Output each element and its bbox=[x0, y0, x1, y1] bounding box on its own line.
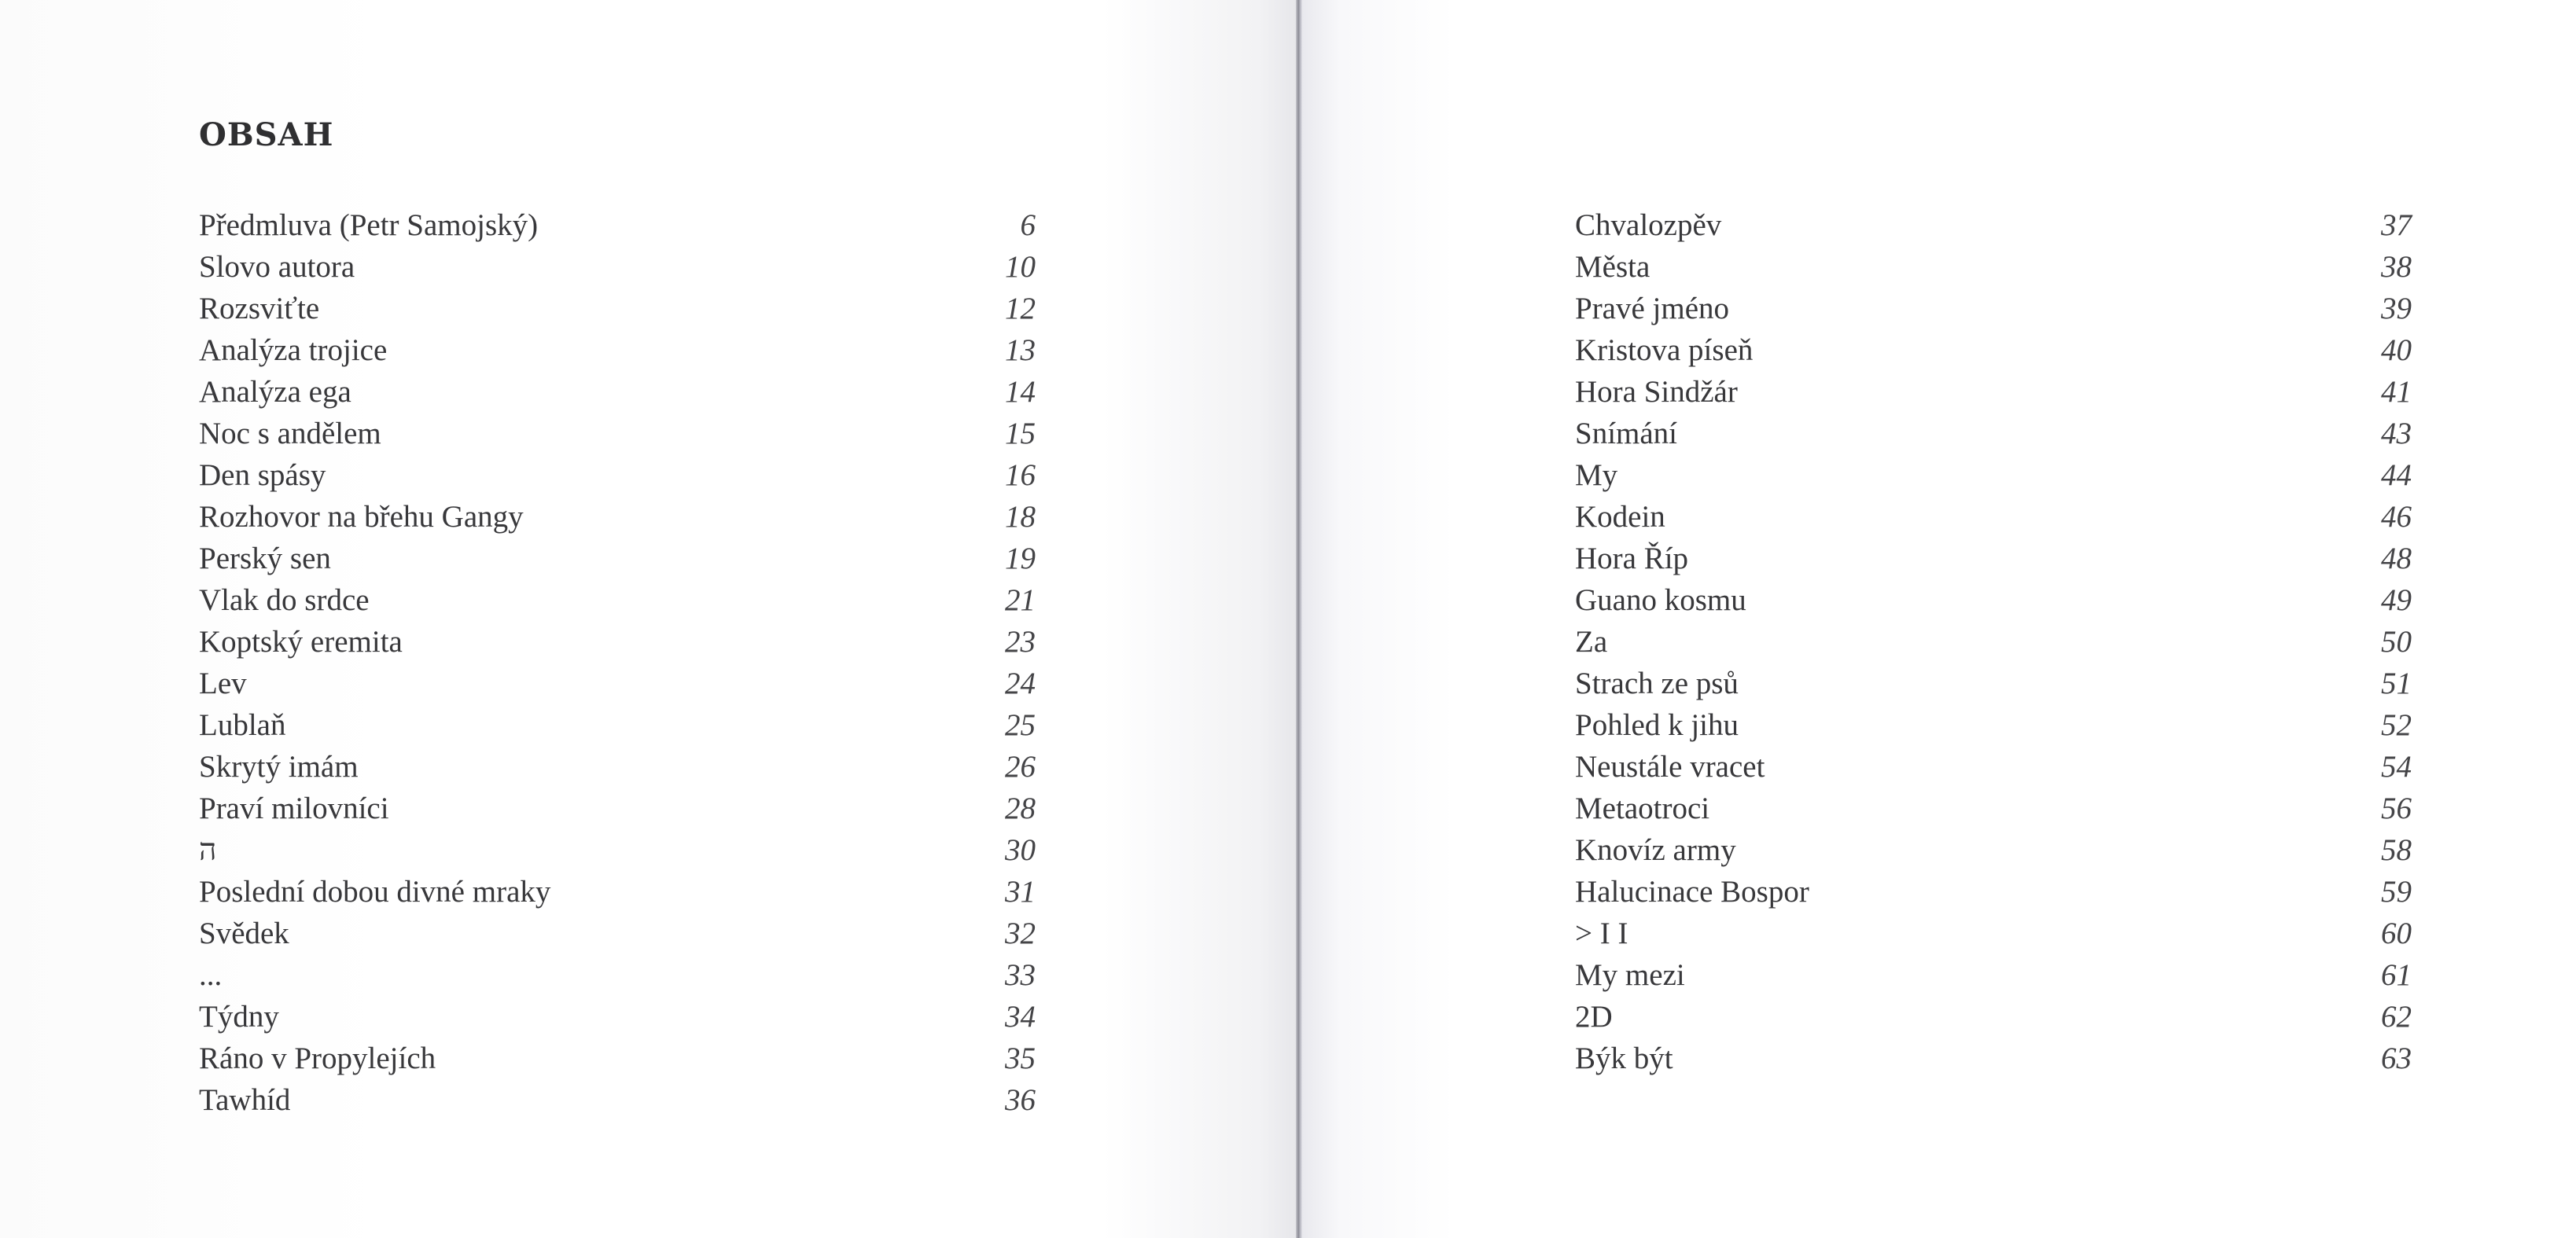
toc-entry bbox=[1575, 454, 2412, 496]
toc-entry-title: Noc s andělem bbox=[199, 417, 381, 450]
toc-entry bbox=[199, 413, 1036, 454]
toc-entry-page-number: 50 bbox=[2381, 625, 2412, 659]
toc-entry-page-number: 19 bbox=[1005, 542, 1036, 575]
toc-entry-title: Pohled k jihu bbox=[1575, 708, 1739, 742]
toc-entry-title: ה bbox=[199, 833, 217, 867]
toc-entry-page-number: 33 bbox=[1005, 958, 1036, 992]
toc-entry-page-number: 58 bbox=[2381, 833, 2412, 867]
toc-entry bbox=[1575, 579, 2412, 621]
toc-entry-page-number: 21 bbox=[1005, 583, 1036, 617]
toc-entry-page-number: 37 bbox=[2381, 208, 2412, 242]
toc-entry-title: Předmluva (Petr Samojský) bbox=[199, 208, 539, 242]
toc-entry-title: Poslední dobou divné mraky bbox=[199, 875, 551, 909]
toc-entry-title: Halucinace Bospor bbox=[1575, 875, 1809, 909]
toc-entry-page-number: 38 bbox=[2381, 250, 2412, 284]
toc-entry-title: Chvalozpěv bbox=[1575, 208, 1722, 242]
toc-entry bbox=[1575, 871, 2412, 913]
toc-entry bbox=[1575, 829, 2412, 871]
toc-entry bbox=[1575, 413, 2412, 454]
toc-entry-page-number: 10 bbox=[1005, 250, 1036, 284]
toc-entry-page-number: 48 bbox=[2381, 542, 2412, 575]
toc-entry bbox=[199, 246, 1036, 288]
toc-entry-page-number: 36 bbox=[1005, 1083, 1036, 1117]
toc-entry bbox=[199, 704, 1036, 746]
toc-entry-page-number: 40 bbox=[2381, 333, 2412, 367]
toc-entry-title: Den spásy bbox=[199, 458, 326, 492]
toc-entry-title: Města bbox=[1575, 250, 1650, 284]
toc-entry bbox=[199, 204, 1036, 246]
toc-entry-title: ... bbox=[199, 958, 223, 992]
toc-entry-title: My mezi bbox=[1575, 958, 1685, 992]
toc-entry bbox=[1575, 1038, 2412, 1079]
toc-entry bbox=[1575, 746, 2412, 788]
toc-entry-page-number: 44 bbox=[2381, 458, 2412, 492]
toc-entry-page-number: 14 bbox=[1005, 375, 1036, 409]
toc-entry bbox=[1575, 246, 2412, 288]
toc-entry-title: Svědek bbox=[199, 917, 289, 950]
toc-entry bbox=[199, 579, 1036, 621]
toc-entry-title: Snímání bbox=[1575, 417, 1678, 450]
toc-entry-title: Pravé jméno bbox=[1575, 292, 1730, 325]
toc-entry bbox=[1575, 371, 2412, 413]
toc-entry-page-number: 24 bbox=[1005, 667, 1036, 700]
toc-entry bbox=[1575, 329, 2412, 371]
toc-entry bbox=[1575, 538, 2412, 579]
toc-entry bbox=[199, 621, 1036, 663]
toc-entry bbox=[1575, 663, 2412, 704]
toc-entry-title: Guano kosmu bbox=[1575, 583, 1746, 617]
toc-entry bbox=[199, 663, 1036, 704]
toc-entry-title: Kristova píseň bbox=[1575, 333, 1754, 367]
toc-entry-page-number: 18 bbox=[1005, 500, 1036, 534]
toc-entry-title: Rozsviťte bbox=[199, 292, 320, 325]
toc-entry bbox=[199, 996, 1036, 1038]
toc-entry-title: Metaotroci bbox=[1575, 792, 1710, 825]
toc-entry bbox=[1575, 788, 2412, 829]
toc-entry bbox=[199, 913, 1036, 954]
toc-entry-title: Ráno v Propylejích bbox=[199, 1041, 436, 1075]
toc-entry-page-number: 62 bbox=[2381, 1000, 2412, 1034]
toc-entry-page-number: 54 bbox=[2381, 750, 2412, 784]
toc-entry-page-number: 56 bbox=[2381, 792, 2412, 825]
toc-entry bbox=[199, 454, 1036, 496]
toc-entry-page-number: 16 bbox=[1005, 458, 1036, 492]
toc-entry-title: Perský sen bbox=[199, 542, 331, 575]
toc-entry-title: My bbox=[1575, 458, 1618, 492]
contents-list-right bbox=[1575, 204, 2412, 1079]
toc-entry-title: 2D bbox=[1575, 1000, 1613, 1034]
toc-entry bbox=[1575, 621, 2412, 663]
toc-entry-page-number: 28 bbox=[1005, 792, 1036, 825]
toc-entry-title: Tawhíd bbox=[199, 1083, 291, 1117]
toc-entry-title: Koptský eremita bbox=[199, 625, 403, 659]
toc-entry bbox=[1575, 288, 2412, 329]
toc-entry-page-number: 15 bbox=[1005, 417, 1036, 450]
book-gutter bbox=[1296, 0, 1302, 1238]
toc-entry-title: Lublaň bbox=[199, 708, 286, 742]
toc-entry bbox=[199, 1038, 1036, 1079]
toc-entry-page-number: 59 bbox=[2381, 875, 2412, 909]
toc-entry-page-number: 13 bbox=[1005, 333, 1036, 367]
toc-entry-page-number: 60 bbox=[2381, 917, 2412, 950]
toc-entry-title: Analýza ega bbox=[199, 375, 351, 409]
toc-entry-page-number: 63 bbox=[2381, 1041, 2412, 1075]
toc-entry-title: Analýza trojice bbox=[199, 333, 388, 367]
toc-entry bbox=[1575, 704, 2412, 746]
toc-entry-title: Kodein bbox=[1575, 500, 1665, 534]
toc-entry-page-number: 39 bbox=[2381, 292, 2412, 325]
toc-entry-page-number: 61 bbox=[2381, 958, 2412, 992]
toc-entry-title: Rozhovor na břehu Gangy bbox=[199, 500, 524, 534]
contents-list-left bbox=[199, 204, 1036, 1121]
toc-entry-title: > I I bbox=[1575, 917, 1628, 950]
toc-entry bbox=[1575, 954, 2412, 996]
toc-entry-title: Slovo autora bbox=[199, 250, 355, 284]
toc-entry-title: Knovíz army bbox=[1575, 833, 1736, 867]
toc-entry bbox=[199, 371, 1036, 413]
toc-entry-title: Strach ze psů bbox=[1575, 667, 1739, 700]
toc-entry-title: Týdny bbox=[199, 1000, 279, 1034]
toc-entry bbox=[199, 538, 1036, 579]
toc-entry-page-number: 43 bbox=[2381, 417, 2412, 450]
toc-entry-page-number: 51 bbox=[2381, 667, 2412, 700]
toc-entry bbox=[199, 871, 1036, 913]
toc-entry-page-number: 23 bbox=[1005, 625, 1036, 659]
toc-entry-page-number: 49 bbox=[2381, 583, 2412, 617]
toc-entry-title: Lev bbox=[199, 667, 247, 700]
toc-entry-page-number: 52 bbox=[2381, 708, 2412, 742]
toc-entry-page-number: 30 bbox=[1005, 833, 1036, 867]
toc-entry-page-number: 25 bbox=[1005, 708, 1036, 742]
toc-entry bbox=[1575, 204, 2412, 246]
toc-entry-page-number: 35 bbox=[1005, 1041, 1036, 1075]
toc-entry-page-number: 32 bbox=[1005, 917, 1036, 950]
toc-entry-title: Býk být bbox=[1575, 1041, 1673, 1075]
toc-entry bbox=[199, 829, 1036, 871]
toc-entry bbox=[199, 288, 1036, 329]
contents-heading: OBSAH bbox=[199, 116, 334, 153]
toc-entry-page-number: 34 bbox=[1005, 1000, 1036, 1034]
toc-entry bbox=[199, 329, 1036, 371]
toc-entry-title: Hora Sindžár bbox=[1575, 375, 1738, 409]
toc-entry bbox=[1575, 996, 2412, 1038]
toc-entry bbox=[199, 788, 1036, 829]
toc-entry-page-number: 6 bbox=[1020, 208, 1036, 242]
toc-entry bbox=[199, 1079, 1036, 1121]
toc-entry-page-number: 41 bbox=[2381, 375, 2412, 409]
toc-entry-title: Za bbox=[1575, 625, 1608, 659]
toc-entry-page-number: 46 bbox=[2381, 500, 2412, 534]
toc-entry-title: Neustále vracet bbox=[1575, 750, 1765, 784]
toc-entry-title: Vlak do srdce bbox=[199, 583, 370, 617]
toc-entry bbox=[1575, 913, 2412, 954]
toc-entry-page-number: 31 bbox=[1005, 875, 1036, 909]
toc-entry bbox=[199, 954, 1036, 996]
toc-entry-page-number: 26 bbox=[1005, 750, 1036, 784]
toc-entry bbox=[199, 746, 1036, 788]
toc-entry bbox=[1575, 496, 2412, 538]
toc-entry-title: Hora Říp bbox=[1575, 542, 1689, 575]
toc-entry-title: Praví milovníci bbox=[199, 792, 389, 825]
toc-entry-page-number: 12 bbox=[1005, 292, 1036, 325]
toc-entry bbox=[199, 496, 1036, 538]
toc-entry-title: Skrytý imám bbox=[199, 750, 359, 784]
